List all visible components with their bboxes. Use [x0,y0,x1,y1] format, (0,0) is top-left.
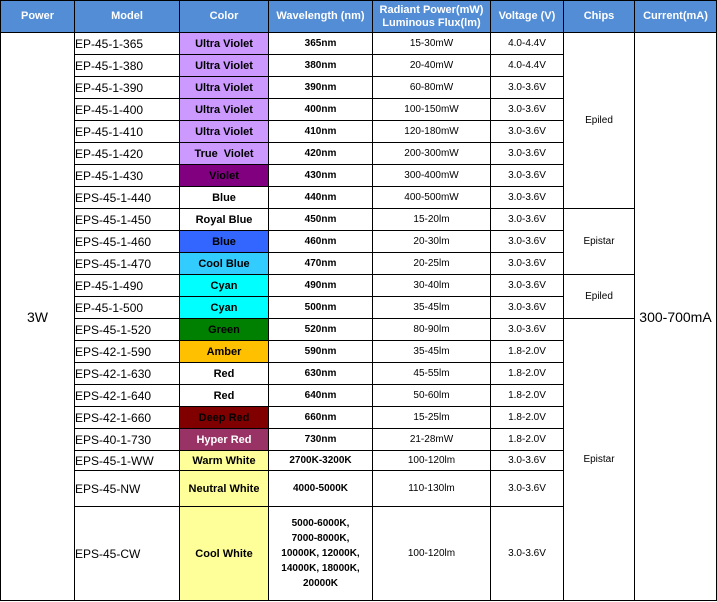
radiant-cell: 15-25lm [373,407,491,429]
model-cell: EPS-45-CW [75,507,180,601]
radiant-cell: 50-60lm [373,385,491,407]
voltage-cell: 3.0-3.6V [491,143,564,165]
voltage-cell: 3.0-3.6V [491,319,564,341]
model-cell: EP-45-1-490 [75,275,180,297]
model-cell: EP-45-1-430 [75,165,180,187]
wavelength-cell: 520nm [269,319,373,341]
voltage-cell: 4.0-4.4V [491,33,564,55]
header-power: Power [1,1,75,33]
header-voltage: Voltage (V) [491,1,564,33]
voltage-cell: 3.0-3.6V [491,165,564,187]
wavelength-cell: 660nm [269,407,373,429]
model-cell: EPS-45-1-WW [75,451,180,471]
color-cell: Ultra Violet [180,99,269,121]
color-cell: Green [180,319,269,341]
radiant-cell: 45-55lm [373,363,491,385]
wavelength-line: 5000-6000K, [291,518,350,529]
color-cell: Neutral White [180,471,269,507]
wavelength-cell: 380nm [269,55,373,77]
voltage-cell: 3.0-3.6V [491,275,564,297]
chips-cell-epistar: Epistar [564,319,635,601]
model-cell: EPS-42-1-590 [75,341,180,363]
voltage-cell: 3.0-3.6V [491,297,564,319]
voltage-cell: 3.0-3.6V [491,507,564,601]
color-cell: Red [180,385,269,407]
color-cell: Amber [180,341,269,363]
header-model: Model [75,1,180,33]
color-cell: Hyper Red [180,429,269,451]
model-cell: EP-45-1-390 [75,77,180,99]
radiant-cell: 200-300mW [373,143,491,165]
radiant-cell: 110-130lm [373,471,491,507]
wavelength-cell: 410nm [269,121,373,143]
radiant-cell: 60-80mW [373,77,491,99]
model-cell: EP-45-1-380 [75,55,180,77]
color-cell: Ultra Violet [180,77,269,99]
chips-cell-epistar: Epistar [564,209,635,275]
wavelength-cell: 400nm [269,99,373,121]
wavelength-cell: 500nm [269,297,373,319]
table-row [1,33,717,55]
color-cell: Blue [180,231,269,253]
color-cell: Violet [180,165,269,187]
radiant-cell: 35-45lm [373,341,491,363]
model-cell: EPS-45-NW [75,471,180,507]
model-cell: EPS-42-1-660 [75,407,180,429]
voltage-cell: 3.0-3.6V [491,77,564,99]
model-cell: EPS-45-1-460 [75,231,180,253]
wavelength-cell: 450nm [269,209,373,231]
color-cell: Red [180,363,269,385]
color-cell: Warm White [180,451,269,471]
wavelength-cell: 640nm [269,385,373,407]
header-wavelength: Wavelength (nm) [269,1,373,33]
wavelength-cell: 440nm [269,187,373,209]
voltage-cell: 1.8-2.0V [491,363,564,385]
wavelength-line: 14000K, 18000K, [281,563,360,574]
header-radiant-power [373,1,491,33]
color-cell: Ultra Violet [180,55,269,77]
wavelength-cell: 390nm [269,77,373,99]
radiant-cell: 300-400mW [373,165,491,187]
radiant-cell: 15-30mW [373,33,491,55]
wavelength-cell: 590nm [269,341,373,363]
voltage-cell: 1.8-2.0V [491,429,564,451]
wavelength-cell: 4000-5000K [269,471,373,507]
chips-cell-epiled: Epiled [564,33,635,209]
color-cell: Cyan [180,297,269,319]
model-cell: EPS-45-1-470 [75,253,180,275]
header-radiant-line2: Luminous Flux(lm) [382,16,481,29]
radiant-cell: 100-150mW [373,99,491,121]
wavelength-cell [269,507,373,601]
header-color: Color [180,1,269,33]
voltage-cell: 3.0-3.6V [491,99,564,121]
header-current: Current(mA) [635,1,717,33]
color-cell: Ultra Violet [180,33,269,55]
table-row [1,319,717,341]
radiant-cell: 30-40lm [373,275,491,297]
voltage-cell: 3.0-3.6V [491,231,564,253]
wavelength-cell: 470nm [269,253,373,275]
model-cell: EP-45-1-420 [75,143,180,165]
model-cell: EPS-40-1-730 [75,429,180,451]
color-cell: Deep Red [180,407,269,429]
wavelength-cell: 420nm [269,143,373,165]
color-cell: Ultra Violet [180,121,269,143]
radiant-cell: 35-45lm [373,297,491,319]
radiant-cell: 100-120lm [373,507,491,601]
voltage-cell: 3.0-3.6V [491,471,564,507]
radiant-cell: 20-40mW [373,55,491,77]
wavelength-cell: 630nm [269,363,373,385]
table-row [1,275,717,297]
voltage-cell: 3.0-3.6V [491,451,564,471]
chips-cell-epiled: Epiled [564,275,635,319]
radiant-cell: 400-500mW [373,187,491,209]
wavelength-cell: 730nm [269,429,373,451]
model-cell: EP-45-1-365 [75,33,180,55]
voltage-cell: 4.0-4.4V [491,55,564,77]
radiant-cell: 80-90lm [373,319,491,341]
voltage-cell: 1.8-2.0V [491,341,564,363]
wavelength-cell: 365nm [269,33,373,55]
wavelength-line: 10000K, 12000K, [281,548,360,559]
wavelength-cell: 490nm [269,275,373,297]
radiant-cell: 20-30lm [373,231,491,253]
model-cell: EPS-45-1-440 [75,187,180,209]
voltage-cell: 1.8-2.0V [491,407,564,429]
wavelength-cell: 430nm [269,165,373,187]
current-cell: 300-700mA [635,33,717,601]
table-row [1,209,717,231]
model-cell: EPS-45-1-450 [75,209,180,231]
radiant-cell: 21-28mW [373,429,491,451]
radiant-cell: 20-25lm [373,253,491,275]
header-radiant-line1: Radiant Power(mW) [379,3,484,16]
color-cell: Cyan [180,275,269,297]
wavelength-line: 20000K [302,578,339,589]
color-cell: Blue [180,187,269,209]
radiant-cell: 120-180mW [373,121,491,143]
voltage-cell: 3.0-3.6V [491,209,564,231]
color-cell: True Violet [180,143,269,165]
wavelength-cell: 460nm [269,231,373,253]
voltage-cell: 3.0-3.6V [491,187,564,209]
radiant-cell: 15-20lm [373,209,491,231]
model-cell: EP-45-1-410 [75,121,180,143]
radiant-cell: 100-120lm [373,451,491,471]
model-cell: EP-45-1-500 [75,297,180,319]
color-cell: Royal Blue [180,209,269,231]
header-row [1,1,717,33]
voltage-cell: 1.8-2.0V [491,385,564,407]
color-cell: Cool Blue [180,253,269,275]
model-cell: EPS-45-1-520 [75,319,180,341]
wavelength-cell: 2700K-3200K [269,451,373,471]
model-cell: EPS-42-1-630 [75,363,180,385]
wavelength-line: 7000-8000K, [291,533,350,544]
color-cell: Cool White [180,507,269,601]
power-cell: 3W [1,33,75,601]
model-cell: EPS-42-1-640 [75,385,180,407]
voltage-cell: 3.0-3.6V [491,253,564,275]
model-cell: EP-45-1-400 [75,99,180,121]
voltage-cell: 3.0-3.6V [491,121,564,143]
header-chips: Chips [564,1,635,33]
